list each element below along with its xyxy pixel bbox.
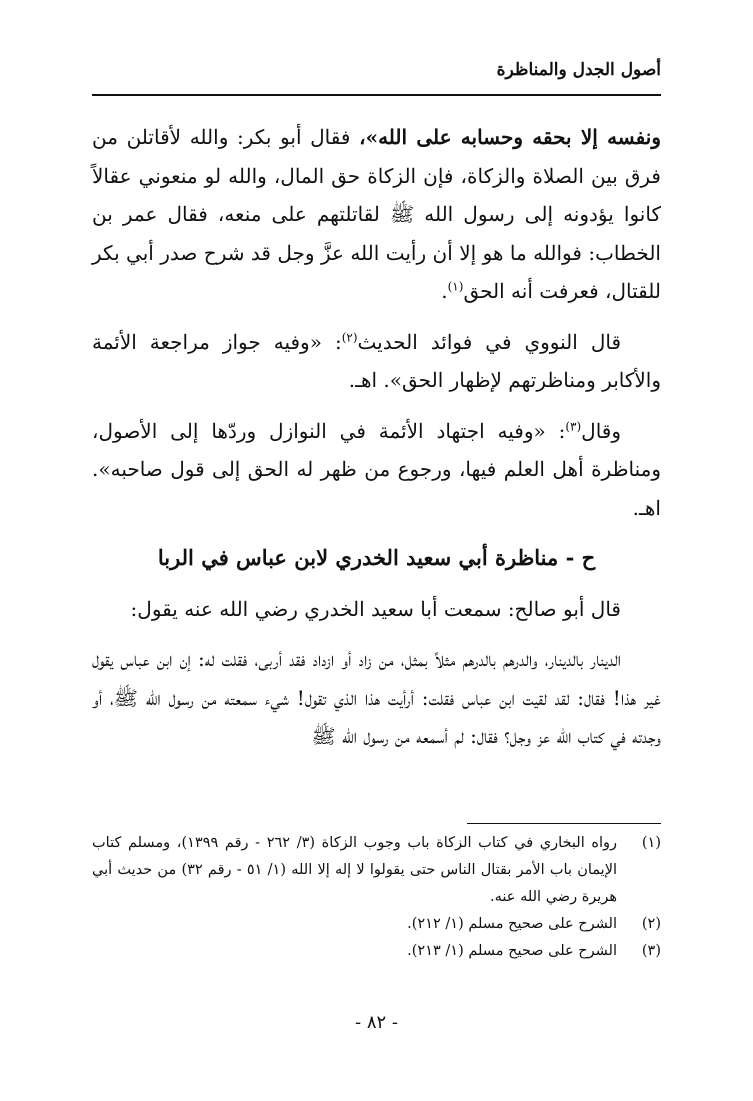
footnote-text: الشرح على صحيح مسلم (١/ ٢١٢).: [407, 916, 617, 932]
footnote-number: (١): [641, 835, 661, 851]
hadith-quote-end: ونفسه إلا بحقه وحسابه على الله»،: [359, 125, 661, 149]
footnote-1: [92, 830, 661, 911]
paragraph-2: [92, 323, 661, 400]
footnote-ref-3[interactable]: (٣): [565, 418, 582, 433]
header-rule: [92, 94, 661, 96]
footnote-ref-2[interactable]: (٢): [341, 329, 358, 344]
paragraph-3-lead: وقال: [581, 418, 621, 443]
footnote-number: (٢): [641, 916, 661, 932]
paragraph-2-text: : «وفيه جواز مراجعة الأئمة والأكابر ومناظرتهم لإظهار الحق». اهـ.: [92, 329, 661, 392]
paragraph-4: قال أبو صالح: سمعت أبا سعيد الخدري رضي الله عنه يقول:: [130, 596, 621, 621]
page-number: - ٨٢ -: [355, 1012, 398, 1033]
footnote-text: الشرح على صحيح مسلم (١/ ٢١٣).: [407, 943, 617, 959]
paragraph-1-text: فقال أبو بكر: والله لأقاتلن من فرق بين الصلاة والزكاة، فإن الزكاة حق المال، والله لو منعوني عقالاً كانوا يؤدونه إلى رسول الله ﷺ لقاتلتهم على منعه، فقال عمر بن الخطاب: فوالله ما هو إلا أن رأيت الله عزَّ وجل قد شرح صدر أبي بكر للقتال، فعرفت أنه الحق: [92, 125, 661, 303]
paragraph-2-lead: قال النووي في فوائد الحديث: [357, 329, 621, 354]
paragraph-1-end: .: [441, 279, 448, 303]
paragraph-3-text: : «وفيه اجتهاد الأئمة في النوازل وردّها إلى الأصول، ومناظرة أهل العلم فيها، ورجوع من ظهر له الحق إلى قول صاحبه». اهـ.: [92, 418, 661, 520]
main-text: [92, 118, 661, 768]
footnote-text: رواه البخاري في كتاب الزكاة باب وجوب الزكاة (٣/ ٢٦٢ - رقم ١٣٩٩)، ومسلم كتاب الإيمان باب الأمر بقتال الناس حتى يقولوا لا إله إلا الله (١/ ٥١ - رقم ٣٢) من حديث أبي هريرة رضي الله عنه.: [92, 835, 618, 905]
footnote-ref-1[interactable]: (١): [447, 279, 464, 294]
footnote-2: [92, 911, 661, 938]
running-head: أصول الجدل والمناظرة: [496, 60, 661, 80]
paragraph-3: [92, 412, 661, 528]
section-heading: ح - مناظرة أبي سعيد الخدري لابن عباس في الربا: [157, 545, 596, 570]
footnote-separator: [467, 823, 661, 824]
footnotes: [92, 830, 661, 965]
footnote-3: [92, 938, 661, 965]
paragraph-1: [92, 118, 661, 311]
footnote-number: (٣): [641, 943, 661, 959]
paragraph-5: الدينار بالدينار، والدرهم بالدرهم مثلاً بمثل، من زاد أو ازداد فقد أربى، فقلت له: إن ابن عباس يقول غير هذا! فقال: لقد لقيت ابن عباس فقلت: أرأيت هذا الذي تقول! شيء سمعته من رسول الله ﷺ، أو وجدته في كتاب الله عز وجل؟ فقال: لم أسمعه من رسول الله ﷺ: [92, 647, 661, 748]
